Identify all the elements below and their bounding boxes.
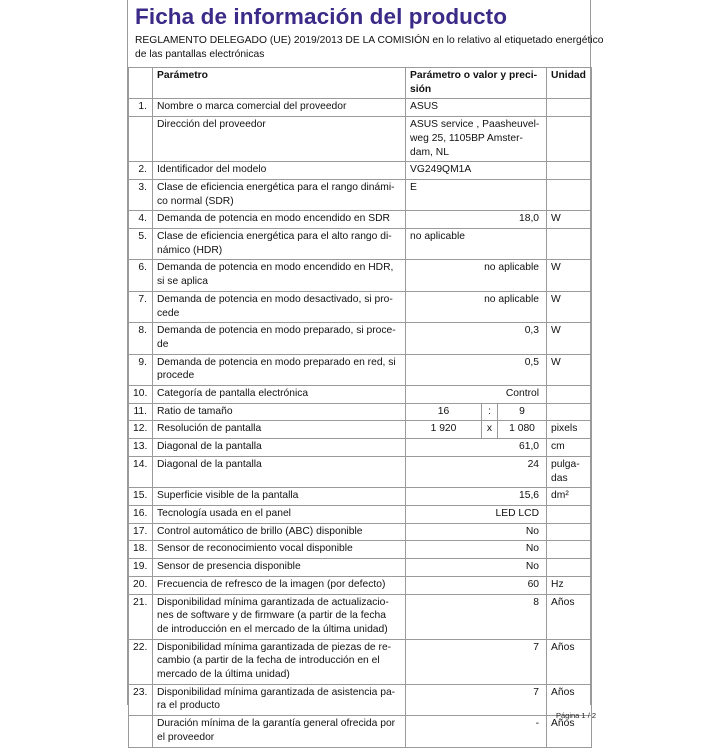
parameter-cell	[153, 99, 406, 117]
unit-cell	[547, 229, 592, 260]
table-header-row	[129, 68, 592, 99]
table-row	[129, 260, 592, 291]
table-row	[129, 211, 592, 229]
row-number: 13.	[129, 439, 153, 457]
regulation-text	[135, 34, 604, 62]
value-cell: 18,0	[406, 211, 547, 229]
unit-cell	[547, 439, 592, 457]
value-cell	[406, 117, 547, 162]
parameter-cell	[153, 488, 406, 506]
value-part-a: 16	[406, 403, 482, 421]
value-separator: :	[482, 403, 498, 421]
value-cell: No	[406, 541, 547, 559]
parameter-line: ra el producto	[157, 700, 220, 712]
parameter-line: Dirección del proveedor	[157, 119, 266, 131]
parameter-cell	[153, 421, 406, 439]
value-cell	[406, 229, 547, 260]
header-value-line: sión	[410, 83, 432, 95]
value-cell: No	[406, 523, 547, 541]
unit-line: dm²	[551, 490, 569, 502]
unit-line: Hz	[551, 578, 564, 590]
unit-line: W	[551, 293, 561, 305]
parameter-line: Demanda de potencia en modo preparado, si proce-	[157, 325, 396, 337]
page-number: Página 1 / 2	[556, 711, 597, 720]
unit-cell	[547, 576, 592, 594]
table-row	[129, 386, 592, 404]
value-part-a: 1 920	[406, 421, 482, 439]
row-number: 19.	[129, 559, 153, 577]
value-cell: 61,0	[406, 439, 547, 457]
row-number: 18.	[129, 541, 153, 559]
unit-line: Años	[551, 718, 575, 730]
unit-line: pixels	[551, 423, 578, 435]
table-row	[129, 456, 592, 487]
value-cell: LED LCD	[406, 505, 547, 523]
value-cell: 60	[406, 576, 547, 594]
row-number: 6.	[129, 260, 153, 291]
table-row	[129, 541, 592, 559]
page-title: Ficha de información del producto	[135, 4, 508, 29]
value-part-b: 1 080	[498, 421, 547, 439]
unit-cell	[547, 403, 592, 421]
parameter-cell	[153, 559, 406, 577]
parameter-cell	[153, 211, 406, 229]
parameter-line: Identificador del modelo	[157, 164, 267, 176]
row-number	[129, 716, 153, 747]
value-line: weg 25, 1105BP Amster-	[410, 132, 523, 144]
parameter-line: Tecnología usada en el panel	[157, 507, 291, 519]
unit-cell	[547, 488, 592, 506]
parameter-line: Control automático de brillo (ABC) disponible	[157, 525, 363, 537]
header-parameter: Parámetro	[153, 68, 406, 99]
parameter-cell	[153, 260, 406, 291]
unit-line: W	[551, 213, 561, 225]
unit-cell	[547, 541, 592, 559]
unit-cell	[547, 354, 592, 385]
parameter-line: Resolución de pantalla	[157, 423, 262, 435]
spec-table	[128, 67, 592, 748]
parameter-line: el proveedor	[157, 731, 215, 743]
parameter-line: námico (HDR)	[157, 244, 223, 256]
parameter-line: Disponibilidad mínima garantizada de asistencia pa-	[157, 686, 396, 698]
unit-cell	[547, 211, 592, 229]
row-number: 20.	[129, 576, 153, 594]
value-line: no aplicable	[410, 231, 465, 243]
unit-line: Años	[551, 596, 575, 608]
parameter-line: Demanda de potencia en modo preparado en red, si	[157, 356, 396, 368]
row-number: 7.	[129, 291, 153, 322]
parameter-line: Categoría de pantalla electrónica	[157, 388, 309, 400]
row-number: 23.	[129, 684, 153, 715]
row-number: 10.	[129, 386, 153, 404]
parameter-cell	[153, 354, 406, 385]
row-number: 11.	[129, 403, 153, 421]
unit-cell	[547, 505, 592, 523]
table-row	[129, 403, 592, 421]
row-number: 22.	[129, 639, 153, 684]
unit-cell	[547, 523, 592, 541]
value-line: ASUS	[410, 101, 439, 113]
parameter-line: Demanda de potencia en modo encendido en HDR,	[157, 262, 394, 274]
row-number: 5.	[129, 229, 153, 260]
row-number: 2.	[129, 162, 153, 180]
table-row	[129, 594, 592, 639]
parameter-line: co normal (SDR)	[157, 195, 234, 207]
value-part-b: 9	[498, 403, 547, 421]
parameter-line: cambio (a partir de la fecha de introducción en el	[157, 655, 380, 667]
parameter-line: Demanda de potencia en modo desactivado, si pro-	[157, 293, 393, 305]
parameter-cell	[153, 323, 406, 354]
row-number: 14.	[129, 456, 153, 487]
parameter-line: Sensor de presencia disponible	[157, 561, 301, 573]
parameter-line: Duración mínima de la garantía general ofrecida por	[157, 718, 396, 730]
unit-line: Años	[551, 641, 575, 653]
unit-line: W	[551, 262, 561, 274]
parameter-line: nes de software y de firmware (a partir de la fecha	[157, 610, 386, 622]
unit-line: das	[551, 472, 568, 484]
unit-cell	[547, 179, 592, 210]
unit-cell	[547, 260, 592, 291]
table-row	[129, 639, 592, 684]
parameter-cell	[153, 594, 406, 639]
table-row	[129, 576, 592, 594]
table-row	[129, 439, 592, 457]
parameter-cell	[153, 684, 406, 715]
table-row	[129, 229, 592, 260]
value-separator: x	[482, 421, 498, 439]
parameter-cell	[153, 456, 406, 487]
parameter-cell	[153, 576, 406, 594]
parameter-line: Frecuencia de refresco de la imagen (por defecto)	[157, 578, 386, 590]
parameter-line: Diagonal de la pantalla	[157, 441, 262, 453]
unit-cell	[547, 386, 592, 404]
row-number: 8.	[129, 323, 153, 354]
unit-line: W	[551, 325, 561, 337]
parameter-cell	[153, 505, 406, 523]
unit-line: W	[551, 356, 561, 368]
unit-cell	[547, 639, 592, 684]
unit-cell	[547, 117, 592, 162]
unit-cell	[547, 99, 592, 117]
value-cell: 0,5	[406, 354, 547, 385]
parameter-cell	[153, 162, 406, 180]
header-value	[406, 68, 547, 99]
parameter-line: Clase de eficiencia energética para el alto rango di-	[157, 231, 392, 243]
parameter-line: si se aplica	[157, 276, 208, 288]
regulation-line: REGLAMENTO DELEGADO (UE) 2019/2013 DE LA COMISIÓN en lo relativo al etiquetado energético	[135, 35, 604, 46]
table-row	[129, 179, 592, 210]
parameter-line: Clase de eficiencia energética para el rango dinámi-	[157, 181, 395, 193]
table-row	[129, 559, 592, 577]
value-cell: 7	[406, 639, 547, 684]
value-cell: 0,3	[406, 323, 547, 354]
row-number: 15.	[129, 488, 153, 506]
row-number: 21.	[129, 594, 153, 639]
table-row	[129, 523, 592, 541]
parameter-line: de introducción en el mercado de la última unidad)	[157, 623, 388, 635]
row-number: 1.	[129, 99, 153, 117]
parameter-cell	[153, 523, 406, 541]
value-line: E	[410, 181, 417, 193]
unit-line: Años	[551, 686, 575, 698]
parameter-cell	[153, 179, 406, 210]
parameter-line: Diagonal de la pantalla	[157, 458, 262, 470]
table-row	[129, 488, 592, 506]
value-cell: no aplicable	[406, 260, 547, 291]
parameter-cell	[153, 639, 406, 684]
row-number: 3.	[129, 179, 153, 210]
unit-cell	[547, 716, 592, 747]
unit-cell	[547, 291, 592, 322]
value-cell: No	[406, 559, 547, 577]
value-cell: no aplicable	[406, 291, 547, 322]
value-cell: 8	[406, 594, 547, 639]
row-number: 9.	[129, 354, 153, 385]
parameter-line: procede	[157, 370, 195, 382]
parameter-cell	[153, 229, 406, 260]
unit-cell	[547, 456, 592, 487]
parameter-cell	[153, 386, 406, 404]
parameter-line: cede	[157, 307, 180, 319]
value-cell: 24	[406, 456, 547, 487]
parameter-line: Demanda de potencia en modo encendido en SDR	[157, 213, 390, 225]
parameter-cell	[153, 439, 406, 457]
header-value-line: Parámetro o valor y preci-	[410, 70, 538, 81]
value-line: VG249QM1A	[410, 164, 472, 176]
header-num	[129, 68, 153, 99]
value-cell: 15,6	[406, 488, 547, 506]
value-cell	[406, 179, 547, 210]
row-number: 12.	[129, 421, 153, 439]
parameter-cell	[153, 716, 406, 747]
table-row	[129, 99, 592, 117]
unit-cell	[547, 162, 592, 180]
value-cell: -	[406, 716, 547, 747]
header-unit: Unidad	[547, 68, 592, 99]
value-cell	[406, 162, 547, 180]
table-row	[129, 162, 592, 180]
unit-line: cm	[551, 441, 565, 453]
table-row	[129, 684, 592, 715]
table-row	[129, 117, 592, 162]
table-row	[129, 354, 592, 385]
table-row	[129, 323, 592, 354]
unit-line: pulga-	[551, 458, 580, 470]
unit-cell	[547, 594, 592, 639]
row-number: 16.	[129, 505, 153, 523]
table-row	[129, 505, 592, 523]
unit-cell	[547, 421, 592, 439]
parameter-line: Superficie visible de la pantalla	[157, 490, 299, 502]
row-number: 4.	[129, 211, 153, 229]
parameter-cell	[153, 541, 406, 559]
unit-cell	[547, 559, 592, 577]
parameter-line: mercado de la última unidad)	[157, 669, 290, 681]
parameter-line: Disponibilidad mínima garantizada de piezas de re-	[157, 641, 392, 653]
unit-cell	[547, 323, 592, 354]
value-line: ASUS service , Paasheuvel-	[410, 119, 540, 131]
regulation-line: de las pantallas electrónicas	[135, 49, 265, 60]
parameter-cell	[153, 117, 406, 162]
parameter-line: Ratio de tamaño	[157, 405, 233, 417]
row-number: 17.	[129, 523, 153, 541]
parameter-line: Disponibilidad mínima garantizada de actualizacio-	[157, 596, 389, 608]
parameter-cell	[153, 291, 406, 322]
table-row	[129, 291, 592, 322]
spec-table-body	[129, 68, 592, 748]
value-cell: 7	[406, 684, 547, 715]
table-row	[129, 421, 592, 439]
parameter-line: Nombre o marca comercial del proveedor	[157, 101, 347, 113]
parameter-cell	[153, 403, 406, 421]
table-row	[129, 716, 592, 747]
value-cell: Control	[406, 386, 547, 404]
parameter-line: Sensor de reconocimiento vocal disponible	[157, 543, 353, 555]
row-number	[129, 117, 153, 162]
value-line: dam, NL	[410, 146, 449, 158]
parameter-line: de	[157, 338, 169, 350]
value-cell	[406, 99, 547, 117]
